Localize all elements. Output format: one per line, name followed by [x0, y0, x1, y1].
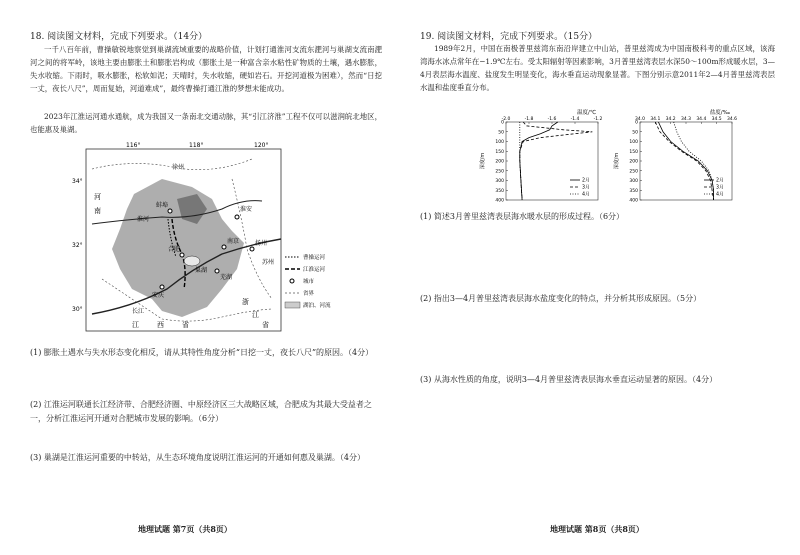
q18-sub3: (3) 巢湖是江淮运河重要的中转站，从生态环境角度说明江淮运河的开通如何惠及巢湖。（4分）	[30, 453, 365, 462]
map-place-label: 南京	[227, 238, 240, 245]
legend-label: 曹操运河	[303, 255, 326, 261]
city-dot	[168, 209, 172, 213]
x-tick-label: 34.4	[696, 117, 707, 122]
map-place-label: 省	[182, 321, 189, 329]
legend-label: 2月	[716, 178, 724, 184]
map-lon-label: 116°	[126, 142, 141, 149]
series-line-2月	[658, 122, 713, 200]
x-tick-label: 34.0	[634, 117, 646, 122]
legend-label: 2月	[582, 178, 590, 184]
y-tick-label: 150	[629, 149, 638, 155]
map-lon-label: 118°	[189, 142, 204, 149]
y-axis-label: 深度/m	[614, 152, 620, 170]
city-dot	[250, 247, 254, 251]
q18-title: 18. 阅读图文材料，完成下列要求。（14分）	[30, 32, 208, 42]
q19-title: 19. 阅读图文材料，完成下列要求。（15分）	[420, 32, 598, 42]
y-tick-label: 200	[495, 159, 504, 165]
legend-label: 4月	[716, 192, 724, 198]
chaohu-lake	[184, 256, 200, 266]
map-place-label: 合肥	[168, 246, 181, 253]
y-tick-label: 0	[635, 120, 638, 126]
y-tick-label: 400	[629, 198, 638, 204]
legend-label: 3月	[582, 185, 590, 191]
series-line-2月	[520, 122, 558, 200]
map-lon-label: 120°	[254, 142, 269, 149]
q19-sub3: (3) 从海水性质的角度，说明3—4月普里兹湾表层海水垂直运动显著的原因。（4分）	[420, 375, 718, 384]
city-dot	[235, 215, 239, 219]
map-legend	[285, 253, 331, 309]
x-tick-label: 34.3	[680, 117, 692, 122]
x-tick-label: -1.2	[593, 117, 603, 122]
map-place-label: 西	[157, 321, 164, 329]
y-axis-label: 深度/m	[480, 152, 486, 170]
map-place-label: 南	[94, 207, 101, 215]
y-tick-label: 400	[495, 198, 504, 204]
right-page	[400, 0, 800, 555]
temperature-depth-chart	[478, 108, 608, 208]
city-dot	[160, 285, 164, 289]
y-tick-label: 300	[629, 179, 638, 185]
city-dot	[215, 269, 219, 273]
y-tick-label: 250	[495, 169, 504, 175]
page-footer: 地理试题 第7页（共8页）	[138, 524, 232, 534]
map-place-label: 淮河	[137, 216, 150, 223]
jianghuai-canal-map	[72, 139, 334, 335]
y-tick-label: 250	[629, 169, 638, 175]
x-tick-label: 34.6	[726, 117, 738, 122]
chart-title: 盐度/‰	[709, 110, 730, 116]
map-place-label: 蚌埠	[156, 202, 169, 209]
q18-para1: 一千八百年前，曹操敏锐地察觉到巢湖流域重要的战略价值，计划打通淮河支流东淝河与巢湖支流南淝河之间的将军岭，该地主要由膨胀土和膨胀岩构成（膨胀土是一种富含亲水粘性矿物质的土壤，遇水膨胀，失水收缩。下雨时，吸水膨胀，松软如泥；天晴时，失水收缩，硬如岩石。开挖河道极为困难），然而“日挖一丈，夜长八尺”，周而复始，河道难成”，最终曹操打通江淮的梦想未能成功。	[30, 45, 382, 93]
x-tick-label: 34.2	[665, 117, 676, 122]
legend-label: 湖泊、河流	[303, 303, 331, 309]
y-tick-label: 200	[629, 159, 638, 165]
map-lat-label: 30°	[72, 306, 83, 313]
map-place-label: 苏州	[262, 259, 275, 266]
map-place-label: 江	[252, 311, 259, 319]
legend-label: 省界	[303, 291, 315, 297]
page-footer: 地理试题 第8页（共8页）	[550, 524, 644, 534]
y-tick-label: 100	[629, 140, 638, 146]
y-tick-label: 0	[501, 120, 504, 126]
map-lat-label: 34°	[72, 178, 83, 185]
city-dot	[222, 245, 226, 249]
legend-label: 江淮运河	[303, 267, 326, 273]
y-tick-label: 350	[629, 188, 638, 194]
map-place-label: 河	[94, 193, 101, 201]
q19-sub1: (1) 简述3月普里兹湾表层海水暖水层的形成过程。（6分）	[420, 212, 625, 221]
city-dot	[180, 253, 184, 257]
legend-label: 4月	[582, 192, 590, 198]
y-tick-label: 50	[632, 130, 638, 136]
q18-para2: 2023年江淮运河通水通航，成为我国又一条南北交通动脉，其“引江济淮”工程不仅可以滋润皖北地区，也能惠及巢湖。	[30, 112, 382, 134]
map-place-label: 芜湖	[220, 274, 233, 281]
map-place-label: 省	[262, 321, 269, 329]
chart-title: 温度/℃	[576, 110, 596, 116]
map-place-label: 扬州	[255, 240, 268, 247]
y-tick-label: 300	[495, 179, 504, 185]
map-place-label: 长江	[132, 308, 145, 315]
q19-para1: 1989年2月，中国在南极普里兹湾东南沿岸建立中山站，普里兹湾成为中国南极科考的重点区域，该海湾海水冰点常年在−1.9℃左右。受太阳辐射等因素影响，3月普里兹湾表层水深50～100m形成暖水层，3—4月表层海水温度、盐度发生明显变化，海水垂直运动现象显著。下图分别示意2011年2—4月普里兹湾表层水温和盐度垂直分布。	[420, 44, 775, 92]
map-place-label: 江	[132, 321, 139, 329]
x-tick-label: -1.8	[524, 117, 534, 122]
map-place-label: 淮安	[240, 206, 253, 213]
x-tick-label: 34.1	[650, 117, 661, 122]
x-tick-label: 34.5	[711, 117, 722, 122]
x-tick-label: -2.0	[501, 117, 511, 122]
y-tick-label: 50	[498, 130, 504, 136]
x-tick-label: -1.6	[547, 117, 557, 122]
map-place-label: 巢湖	[195, 267, 208, 274]
y-tick-label: 100	[495, 140, 504, 146]
x-tick-label: -1.4	[570, 117, 580, 122]
q18-sub1: (1) 膨胀土遇水与失水形态变化相反，请从其特性角度分析“日挖一丈，夜长八尺”的原因。（4分）	[30, 348, 374, 357]
map-lat-label: 32°	[72, 242, 83, 249]
series-line-4月	[674, 122, 714, 200]
map-place-label: 徐州	[172, 164, 185, 171]
y-tick-label: 150	[495, 149, 504, 155]
y-tick-label: 350	[495, 188, 504, 194]
map-place-label: 安庆	[152, 292, 165, 299]
legend-label: 城市	[303, 279, 315, 285]
map-place-label: 浙	[242, 298, 249, 306]
legend-label: 3月	[716, 185, 724, 191]
salinity-depth-chart	[612, 108, 742, 208]
q19-sub2: (2) 指出3—4月普里兹湾表层海水盐度变化的特点，并分析其形成原因。（5分）	[420, 294, 702, 303]
q18-sub2: (2) 江淮运河联通长江经济带、合肥经济圈、中原经济区三大战略区域，合肥成为其最大受益者之一，分析江淮运河开通对合肥城市发展的影响。（6分）	[30, 400, 372, 423]
